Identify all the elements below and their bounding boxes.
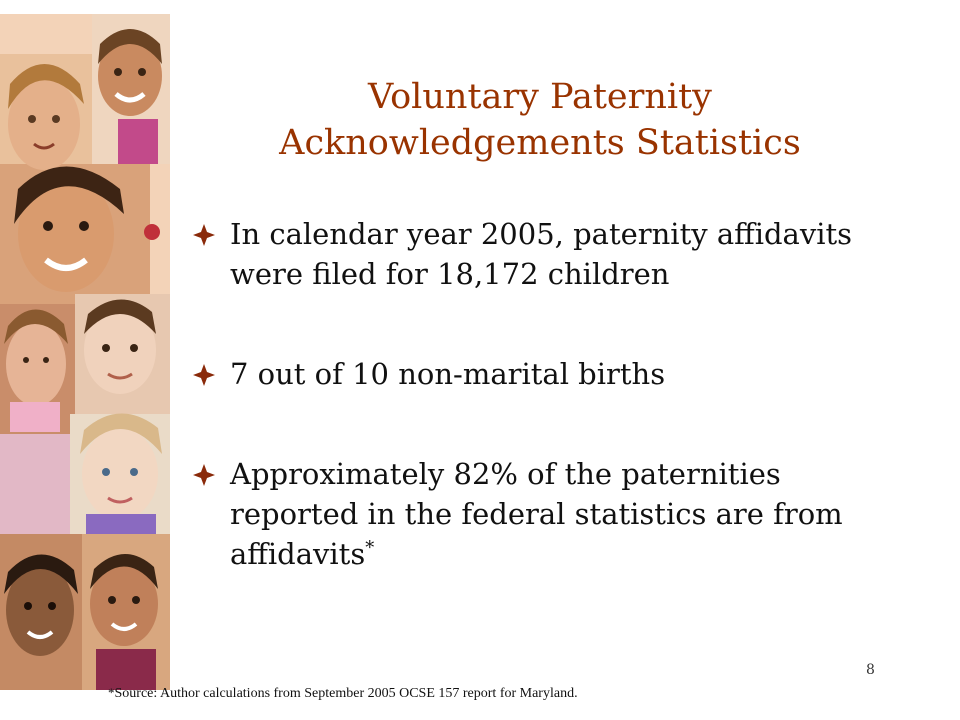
footnote-marker: * (365, 537, 375, 559)
bullet-item-federal-statistics (190, 454, 890, 574)
footnote-marker: * (108, 685, 115, 700)
diamond-four-petal-icon (192, 223, 216, 247)
diamond-four-petal-icon (192, 363, 216, 387)
diamond-four-petal-icon (192, 463, 216, 487)
bullet-list (190, 214, 890, 574)
page-number: 8 (866, 662, 875, 678)
bullet-item-non-marital-births (190, 354, 890, 394)
slide-title-line-1: Voluntary Paternity (368, 77, 712, 117)
footnote (108, 685, 578, 702)
slide-title-line-2: Acknowledgements Statistics (279, 123, 801, 163)
footnote-text: Source: Author calculations from September 2005 OCSE 157 report for Maryland. (114, 686, 578, 701)
children-faces-collage (0, 14, 170, 690)
bullet-text: 7 out of 10 non-marital births (230, 357, 666, 391)
bullet-text: Approximately 82% of the paternities reported in the federal statistics are from affidavits (230, 457, 843, 571)
bullet-text: In calendar year 2005, paternity affidavits were filed for 18,172 children (230, 217, 853, 291)
bullet-item-affidavits-filed (190, 214, 890, 294)
slide-title (230, 74, 850, 166)
